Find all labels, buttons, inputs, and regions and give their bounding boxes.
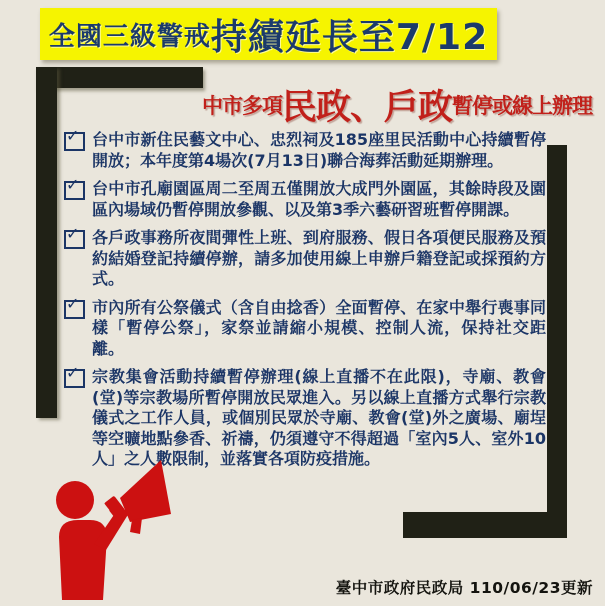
list-item	[64, 224, 546, 290]
banner-prefix-text: 全國三級警戒	[48, 21, 211, 52]
footer-credit: 臺中市政府民政局 110/06/23更新	[335, 579, 593, 597]
list-item-text: 台中市孔廟園區周二至周五僅開放大成門外園區，其餘時段及園區內場域仍暫停開放參觀、以及第3季六藝研習班暫停開課。	[92, 179, 546, 219]
list-item	[64, 175, 546, 220]
checkbox-icon	[64, 363, 85, 388]
check-icon: ✓	[66, 293, 80, 313]
list-item-text: 台中市新住民藝文中心、忠烈祠及185座里民活動中心持續暫停開放；本年度第4場次(7月13日)聯合海葬活動延期辦理。	[92, 130, 546, 170]
alert-banner	[40, 8, 497, 60]
check-icon: ✓	[66, 224, 80, 243]
list-item	[64, 126, 546, 171]
banner-emphasis-text: 持續延長至7/12	[210, 16, 489, 58]
subtitle-emphasis-text: 民政、戶政	[281, 88, 452, 128]
checkbox-icon	[64, 224, 85, 249]
frame-bottom-right-horizontal	[403, 512, 567, 538]
megaphone-person-icon	[28, 452, 178, 602]
subtitle-prefix-text: 中市多項	[201, 94, 282, 118]
frame-bottom-right-vertical	[547, 145, 567, 538]
list-item	[64, 293, 546, 360]
check-icon: ✓	[66, 363, 80, 382]
frame-top-left-horizontal	[36, 67, 203, 88]
check-icon: ✓	[66, 175, 80, 194]
list-item-text: 各戶政事務所夜間彈性上班、到府服務、假日各項便民服務及預約結婚登記持續停辦，請多加使用線上申辦戶籍登記或採預約方式。	[92, 228, 546, 288]
check-icon: ✓	[66, 126, 80, 145]
subtitle	[202, 84, 592, 126]
bullet-list	[64, 126, 546, 478]
list-item-text: 宗教集會活動持續暫停辦理(線上直播不在此限)，寺廟、教會(堂)等宗教場所暫停開放民眾進入。另以線上直播方式舉行宗教儀式之工作人員，或個別民眾於寺廟、教會(堂)外之廣場、廟埕等空曠地點參香、祈禱，仍須遵守不得超過「室內5人、室外10人」之人數限制，並落實各項防疫措施。	[92, 367, 546, 468]
frame-top-left-vertical	[36, 67, 57, 418]
list-item-text: 市內所有公祭儀式（含自由捻香）全面暫停、在家中舉行喪事同樣「暫停公祭」，家祭並請縮小規模、控制人流，保持社交距離。	[92, 297, 546, 358]
subtitle-suffix-text: 暫停或線上辦理	[452, 94, 592, 118]
checkbox-icon	[64, 126, 85, 151]
checkbox-icon	[64, 293, 85, 319]
checkbox-icon	[64, 175, 85, 200]
